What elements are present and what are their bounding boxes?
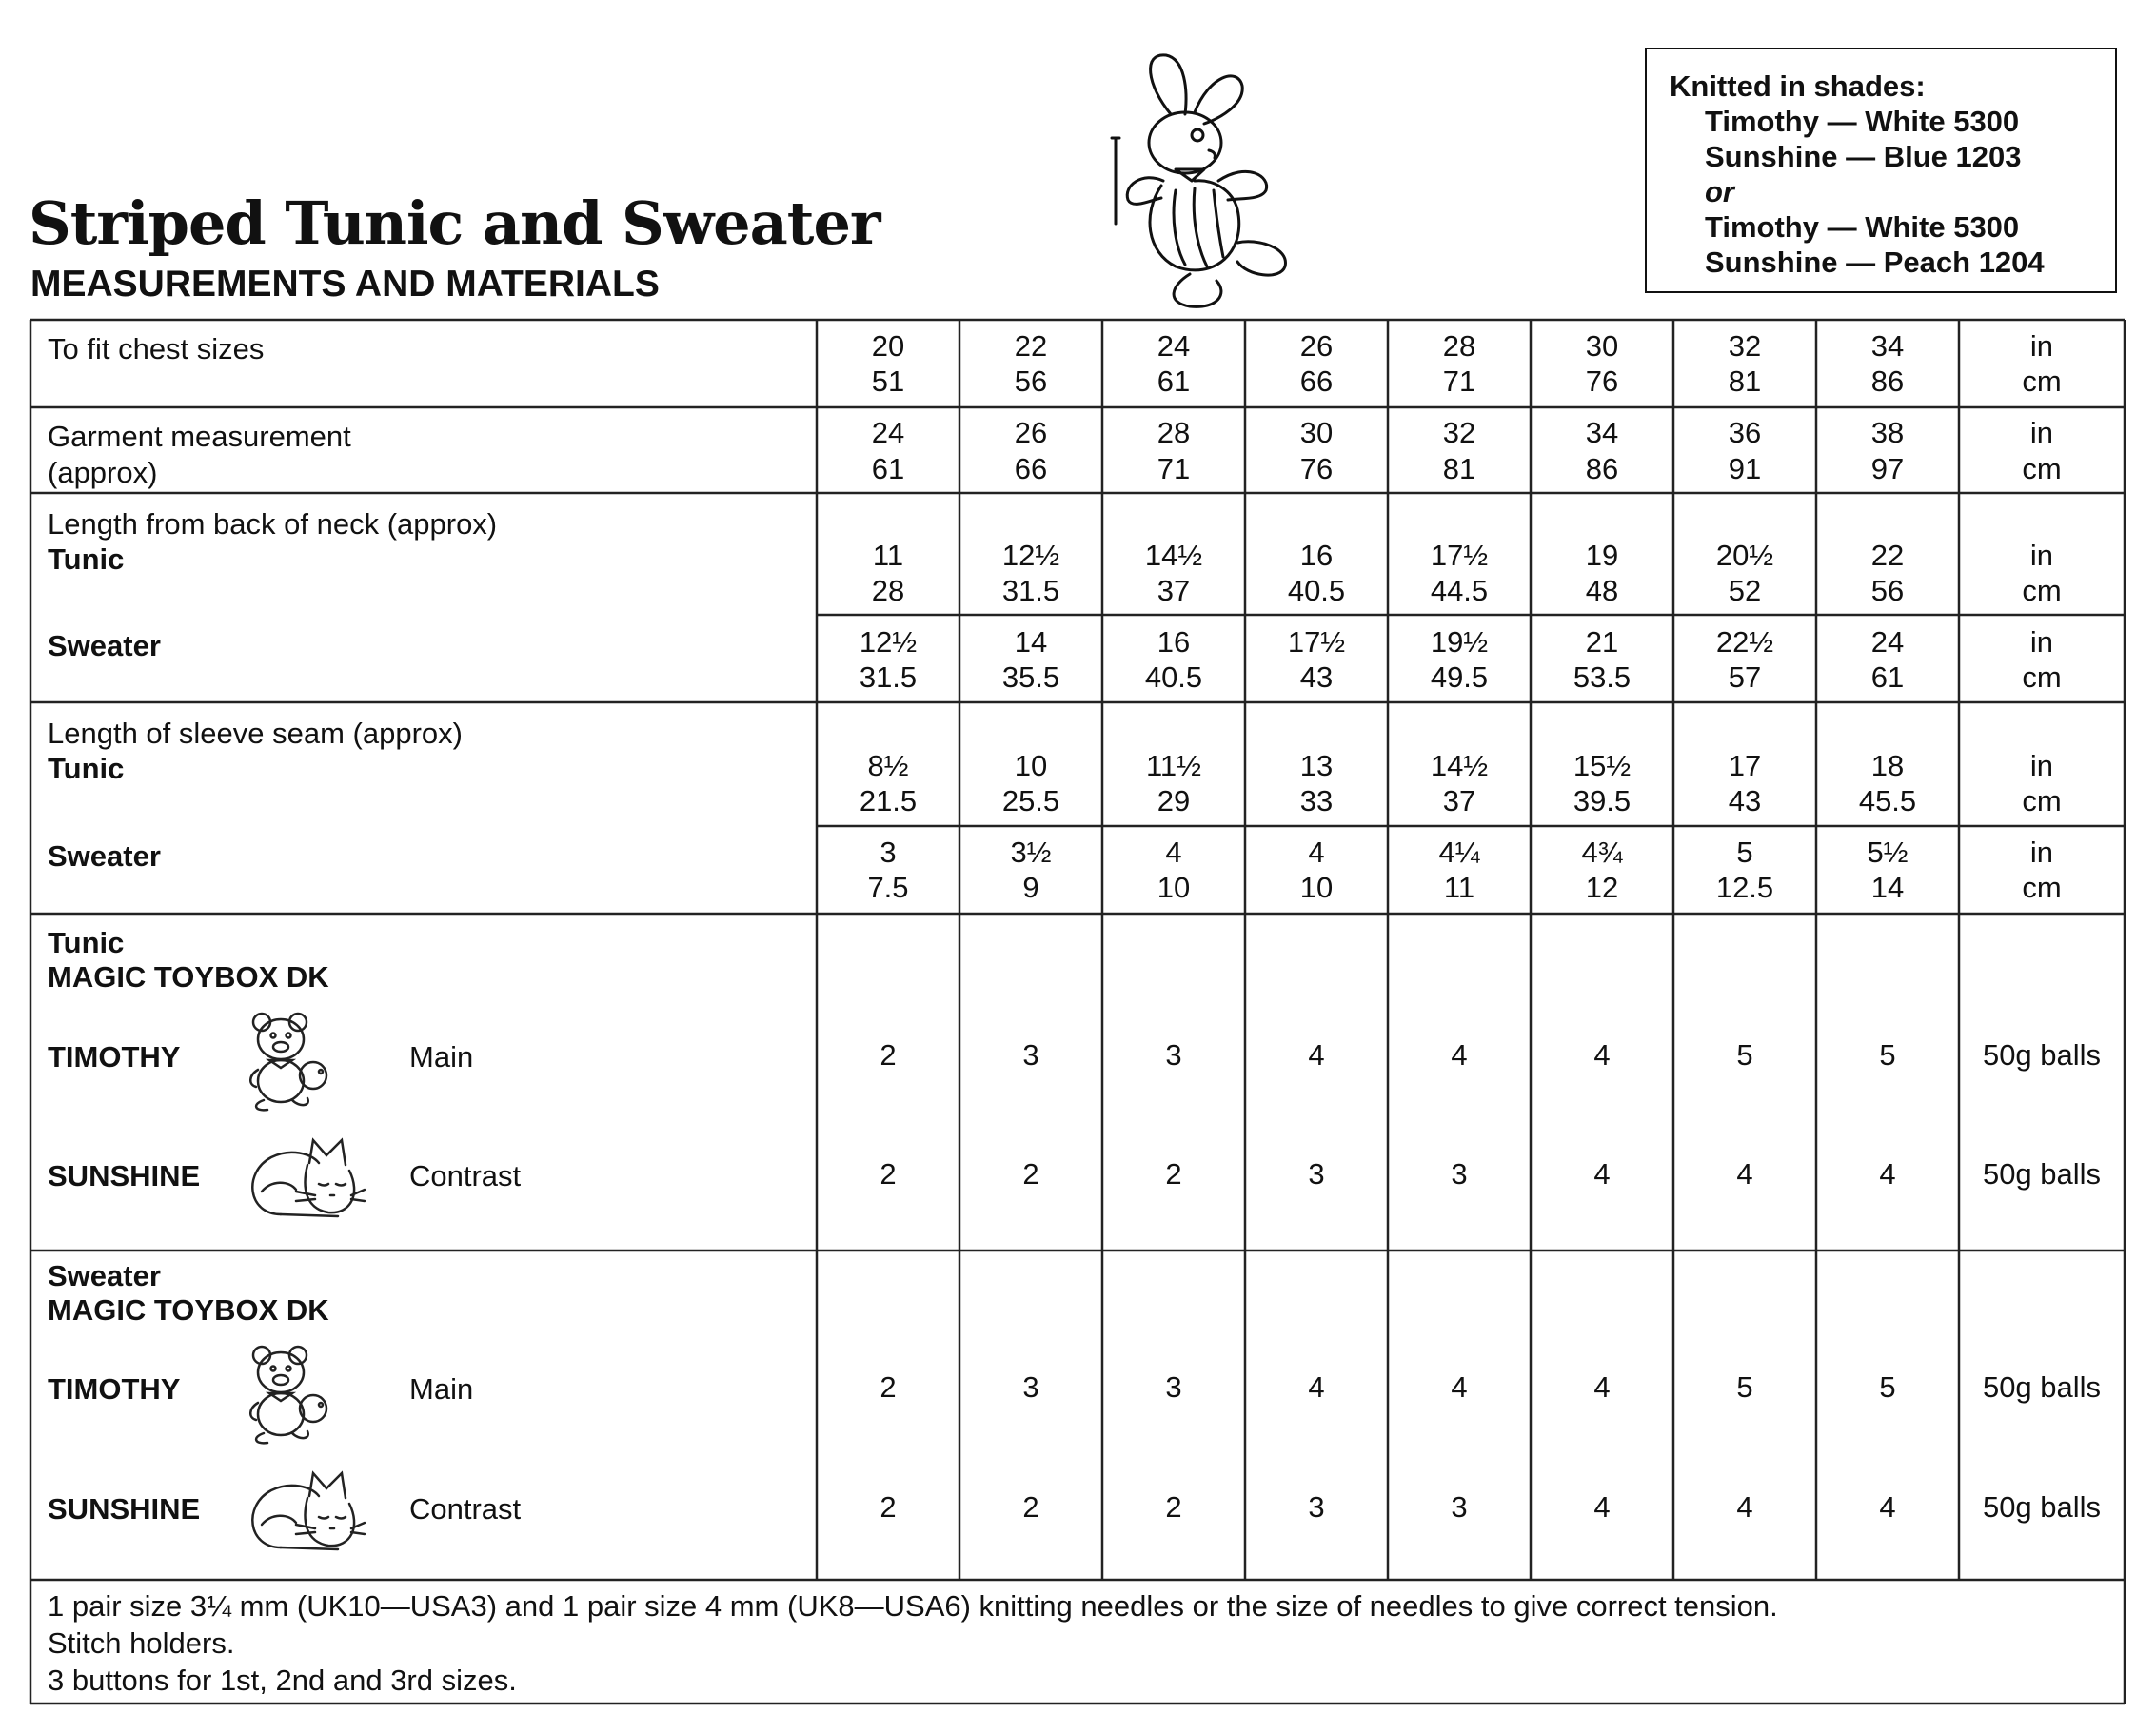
unit-cm: cm bbox=[2022, 660, 2062, 694]
shades-heading: Knitted in shades: bbox=[1670, 69, 1926, 103]
value-in: 19½ bbox=[1430, 625, 1489, 659]
value-in: 30 bbox=[1585, 329, 1619, 363]
value-cm: 45.5 bbox=[1858, 784, 1917, 818]
quantity: 4 bbox=[1593, 1370, 1611, 1404]
value-in: 4 bbox=[1308, 836, 1325, 869]
yarn-name-tunic: MAGIC TOYBOX DK bbox=[48, 960, 329, 994]
quantity: 4 bbox=[1879, 1490, 1896, 1524]
value-cm: 29 bbox=[1157, 784, 1191, 818]
value-cm: 31.5 bbox=[1001, 574, 1060, 607]
quantity: 4 bbox=[1736, 1157, 1753, 1191]
row-label-sweater: Sweater bbox=[48, 629, 161, 662]
value-cm: 40.5 bbox=[1287, 574, 1346, 607]
value-in: 17 bbox=[1728, 749, 1762, 782]
value-in: 14½ bbox=[1430, 749, 1489, 782]
value-in: 32 bbox=[1442, 416, 1476, 449]
value-in: 5 bbox=[1736, 836, 1753, 869]
quantity: 4 bbox=[1879, 1157, 1896, 1191]
sleeping-cat-icon bbox=[243, 1468, 366, 1555]
unit-in: in bbox=[2029, 836, 2054, 869]
value-cm: 52 bbox=[1728, 574, 1762, 607]
shade-line: Timothy — White 5300 bbox=[1705, 105, 2020, 138]
value-cm: 44.5 bbox=[1430, 574, 1489, 607]
quantity: 2 bbox=[880, 1370, 897, 1404]
value-in: 36 bbox=[1728, 416, 1762, 449]
value-cm: 37 bbox=[1442, 784, 1476, 818]
unit-balls: 50g balls bbox=[1982, 1370, 2102, 1404]
value-cm: 71 bbox=[1157, 452, 1191, 485]
quantity: 2 bbox=[1165, 1157, 1182, 1191]
value-cm: 86 bbox=[1870, 364, 1905, 398]
value-in: 12½ bbox=[1001, 539, 1060, 572]
yarn-role-main: Main bbox=[409, 1040, 474, 1074]
unit-in: in bbox=[2029, 539, 2054, 572]
unit-cm: cm bbox=[2022, 364, 2062, 398]
value-cm: 57 bbox=[1728, 660, 1762, 694]
quantity: 3 bbox=[1451, 1157, 1468, 1191]
materials-notes bbox=[48, 1587, 1778, 1699]
value-cm: 61 bbox=[1870, 660, 1905, 694]
value-in: 3½ bbox=[1010, 836, 1052, 869]
row-label-sleeve: Length of sleeve seam (approx) bbox=[48, 717, 463, 750]
value-in: 24 bbox=[871, 416, 905, 449]
quantity: 5 bbox=[1736, 1370, 1753, 1404]
unit-cm: cm bbox=[2022, 452, 2062, 485]
value-in: 26 bbox=[1299, 329, 1334, 363]
value-cm: 53.5 bbox=[1572, 660, 1632, 694]
unit-balls: 50g balls bbox=[1982, 1490, 2102, 1524]
value-in: 28 bbox=[1442, 329, 1476, 363]
value-cm: 25.5 bbox=[1001, 784, 1060, 818]
value-in: 18 bbox=[1870, 749, 1905, 782]
row-label-garment-approx: (approx) bbox=[48, 456, 158, 489]
value-in: 3 bbox=[880, 836, 897, 869]
quantity: 3 bbox=[1451, 1490, 1468, 1524]
quantity: 4 bbox=[1736, 1490, 1753, 1524]
quantity: 2 bbox=[880, 1490, 897, 1524]
quantity: 2 bbox=[1022, 1157, 1039, 1191]
rabbit-illustration bbox=[1104, 48, 1304, 314]
row-label-length-back: Length from back of neck (approx) bbox=[48, 507, 498, 541]
yarn-shade-timothy: TIMOTHY bbox=[48, 1040, 181, 1074]
value-in: 10 bbox=[1014, 749, 1048, 782]
value-in: 28 bbox=[1157, 416, 1191, 449]
quantity: 3 bbox=[1308, 1157, 1325, 1191]
value-cm: 91 bbox=[1728, 452, 1762, 485]
value-in: 11½ bbox=[1145, 749, 1202, 782]
quantity: 4 bbox=[1593, 1490, 1611, 1524]
value-in: 4 bbox=[1165, 836, 1182, 869]
note-stitch-holders: Stitch holders. bbox=[48, 1626, 235, 1660]
value-in: 22 bbox=[1014, 329, 1048, 363]
yarn-shade-sunshine: SUNSHINE bbox=[48, 1159, 201, 1192]
value-in: 38 bbox=[1870, 416, 1905, 449]
value-cm: 81 bbox=[1442, 452, 1476, 485]
quantity: 5 bbox=[1879, 1038, 1896, 1072]
value-cm: 11 bbox=[1443, 871, 1475, 904]
row-label-tunic: Tunic bbox=[48, 752, 125, 785]
value-in: 17½ bbox=[1430, 539, 1489, 572]
unit-in: in bbox=[2029, 416, 2054, 449]
value-cm: 49.5 bbox=[1430, 660, 1489, 694]
value-cm: 43 bbox=[1299, 660, 1334, 694]
value-cm: 9 bbox=[1022, 871, 1039, 904]
teddy-bear-icon bbox=[243, 1342, 338, 1447]
value-in: 34 bbox=[1870, 329, 1905, 363]
quantity: 2 bbox=[880, 1157, 897, 1191]
value-in: 22½ bbox=[1715, 625, 1774, 659]
value-cm: 66 bbox=[1299, 364, 1334, 398]
value-cm: 76 bbox=[1299, 452, 1334, 485]
value-cm: 10 bbox=[1157, 871, 1191, 904]
value-cm: 48 bbox=[1585, 574, 1619, 607]
yarn-shade-timothy: TIMOTHY bbox=[48, 1372, 181, 1406]
quantity: 4 bbox=[1308, 1370, 1325, 1404]
shades-box bbox=[1645, 48, 2117, 293]
shade-line: Sunshine — Peach 1204 bbox=[1705, 246, 2045, 279]
unit-balls: 50g balls bbox=[1982, 1038, 2102, 1072]
note-needles: 1 pair size 3¼ mm (UK10—USA3) and 1 pair size 4 mm (UK8—USA6) knitting needles or the size of needles to give correct tension. bbox=[48, 1589, 1778, 1623]
unit-cm: cm bbox=[2022, 871, 2062, 904]
yarn-role-contrast: Contrast bbox=[409, 1492, 522, 1526]
quantity: 3 bbox=[1165, 1370, 1182, 1404]
note-buttons: 3 buttons for 1st, 2nd and 3rd sizes. bbox=[48, 1664, 517, 1697]
value-in: 14½ bbox=[1144, 539, 1203, 572]
value-cm: 66 bbox=[1014, 452, 1048, 485]
unit-in: in bbox=[2029, 749, 2054, 782]
quantity: 4 bbox=[1593, 1038, 1611, 1072]
value-in: 34 bbox=[1585, 416, 1619, 449]
unit-in: in bbox=[2029, 625, 2054, 659]
row-label-tunic: Tunic bbox=[48, 542, 125, 576]
value-cm: 81 bbox=[1728, 364, 1762, 398]
unit-cm: cm bbox=[2022, 784, 2062, 818]
teddy-bear-icon bbox=[243, 1009, 338, 1113]
quantity: 3 bbox=[1022, 1038, 1039, 1072]
value-in: 20 bbox=[871, 329, 905, 363]
quantity: 5 bbox=[1736, 1038, 1753, 1072]
yarn-role-main: Main bbox=[409, 1372, 474, 1406]
yarn-name-sweater: MAGIC TOYBOX DK bbox=[48, 1293, 329, 1327]
value-cm: 86 bbox=[1585, 452, 1619, 485]
value-cm: 10 bbox=[1299, 871, 1334, 904]
row-label-garment: Garment measurement bbox=[48, 420, 351, 453]
value-in: 15½ bbox=[1572, 749, 1632, 782]
quantity: 3 bbox=[1022, 1370, 1039, 1404]
value-in: 5½ bbox=[1867, 836, 1909, 869]
value-cm: 33 bbox=[1299, 784, 1334, 818]
value-in: 19 bbox=[1585, 539, 1619, 572]
shade-line: Sunshine — Blue 1203 bbox=[1705, 140, 2022, 173]
value-cm: 43 bbox=[1728, 784, 1762, 818]
value-cm: 61 bbox=[871, 452, 905, 485]
value-in: 24 bbox=[1870, 625, 1905, 659]
value-in: 22 bbox=[1870, 539, 1905, 572]
value-in: 4¾ bbox=[1581, 836, 1623, 869]
quantity: 2 bbox=[1165, 1490, 1182, 1524]
value-in: 13 bbox=[1299, 749, 1334, 782]
value-cm: 40.5 bbox=[1144, 660, 1203, 694]
value-cm: 35.5 bbox=[1001, 660, 1060, 694]
unit-in: in bbox=[2029, 329, 2054, 363]
row-label-sweater: Sweater bbox=[48, 839, 161, 873]
value-in: 11 bbox=[872, 539, 904, 572]
value-in: 14 bbox=[1014, 625, 1048, 659]
value-in: 8½ bbox=[867, 749, 909, 782]
value-in: 26 bbox=[1014, 416, 1048, 449]
value-cm: 21.5 bbox=[859, 784, 918, 818]
value-in: 30 bbox=[1299, 416, 1334, 449]
value-in: 20½ bbox=[1715, 539, 1774, 572]
value-cm: 61 bbox=[1157, 364, 1191, 398]
value-in: 4¼ bbox=[1438, 836, 1480, 869]
value-cm: 39.5 bbox=[1572, 784, 1632, 818]
value-cm: 97 bbox=[1870, 452, 1905, 485]
value-cm: 56 bbox=[1870, 574, 1905, 607]
value-in: 32 bbox=[1728, 329, 1762, 363]
value-cm: 37 bbox=[1157, 574, 1191, 607]
value-cm: 12 bbox=[1585, 871, 1619, 904]
value-cm: 51 bbox=[871, 364, 905, 398]
quantity: 4 bbox=[1451, 1370, 1468, 1404]
shade-line: Timothy — White 5300 bbox=[1705, 210, 2020, 244]
shade-or: or bbox=[1705, 175, 1734, 208]
value-in: 21 bbox=[1585, 625, 1619, 659]
row-label-chest: To fit chest sizes bbox=[48, 332, 265, 365]
value-cm: 76 bbox=[1585, 364, 1619, 398]
page-title: Striped Tunic and Sweater bbox=[29, 188, 880, 258]
sleeping-cat-icon bbox=[243, 1134, 366, 1222]
value-cm: 31.5 bbox=[859, 660, 918, 694]
quantity: 4 bbox=[1308, 1038, 1325, 1072]
value-in: 17½ bbox=[1287, 625, 1346, 659]
value-cm: 28 bbox=[871, 574, 905, 607]
value-cm: 14 bbox=[1870, 871, 1905, 904]
value-cm: 12.5 bbox=[1715, 871, 1774, 904]
value-in: 24 bbox=[1157, 329, 1191, 363]
value-cm: 71 bbox=[1442, 364, 1476, 398]
section-heading-sweater: Sweater bbox=[48, 1259, 161, 1292]
value-in: 16 bbox=[1299, 539, 1334, 572]
page-subtitle: MEASUREMENTS AND MATERIALS bbox=[30, 264, 660, 305]
yarn-shade-sunshine: SUNSHINE bbox=[48, 1492, 201, 1526]
quantity: 4 bbox=[1593, 1157, 1611, 1191]
quantity: 2 bbox=[1022, 1490, 1039, 1524]
unit-balls: 50g balls bbox=[1982, 1157, 2102, 1191]
unit-cm: cm bbox=[2022, 574, 2062, 607]
value-in: 16 bbox=[1157, 625, 1191, 659]
value-cm: 7.5 bbox=[867, 871, 909, 904]
quantity: 2 bbox=[880, 1038, 897, 1072]
quantity: 3 bbox=[1308, 1490, 1325, 1524]
section-heading-tunic: Tunic bbox=[48, 926, 125, 959]
value-cm: 56 bbox=[1014, 364, 1048, 398]
quantity: 4 bbox=[1451, 1038, 1468, 1072]
yarn-role-contrast: Contrast bbox=[409, 1159, 522, 1192]
quantity: 5 bbox=[1879, 1370, 1896, 1404]
quantity: 3 bbox=[1165, 1038, 1182, 1072]
value-in: 12½ bbox=[859, 625, 918, 659]
